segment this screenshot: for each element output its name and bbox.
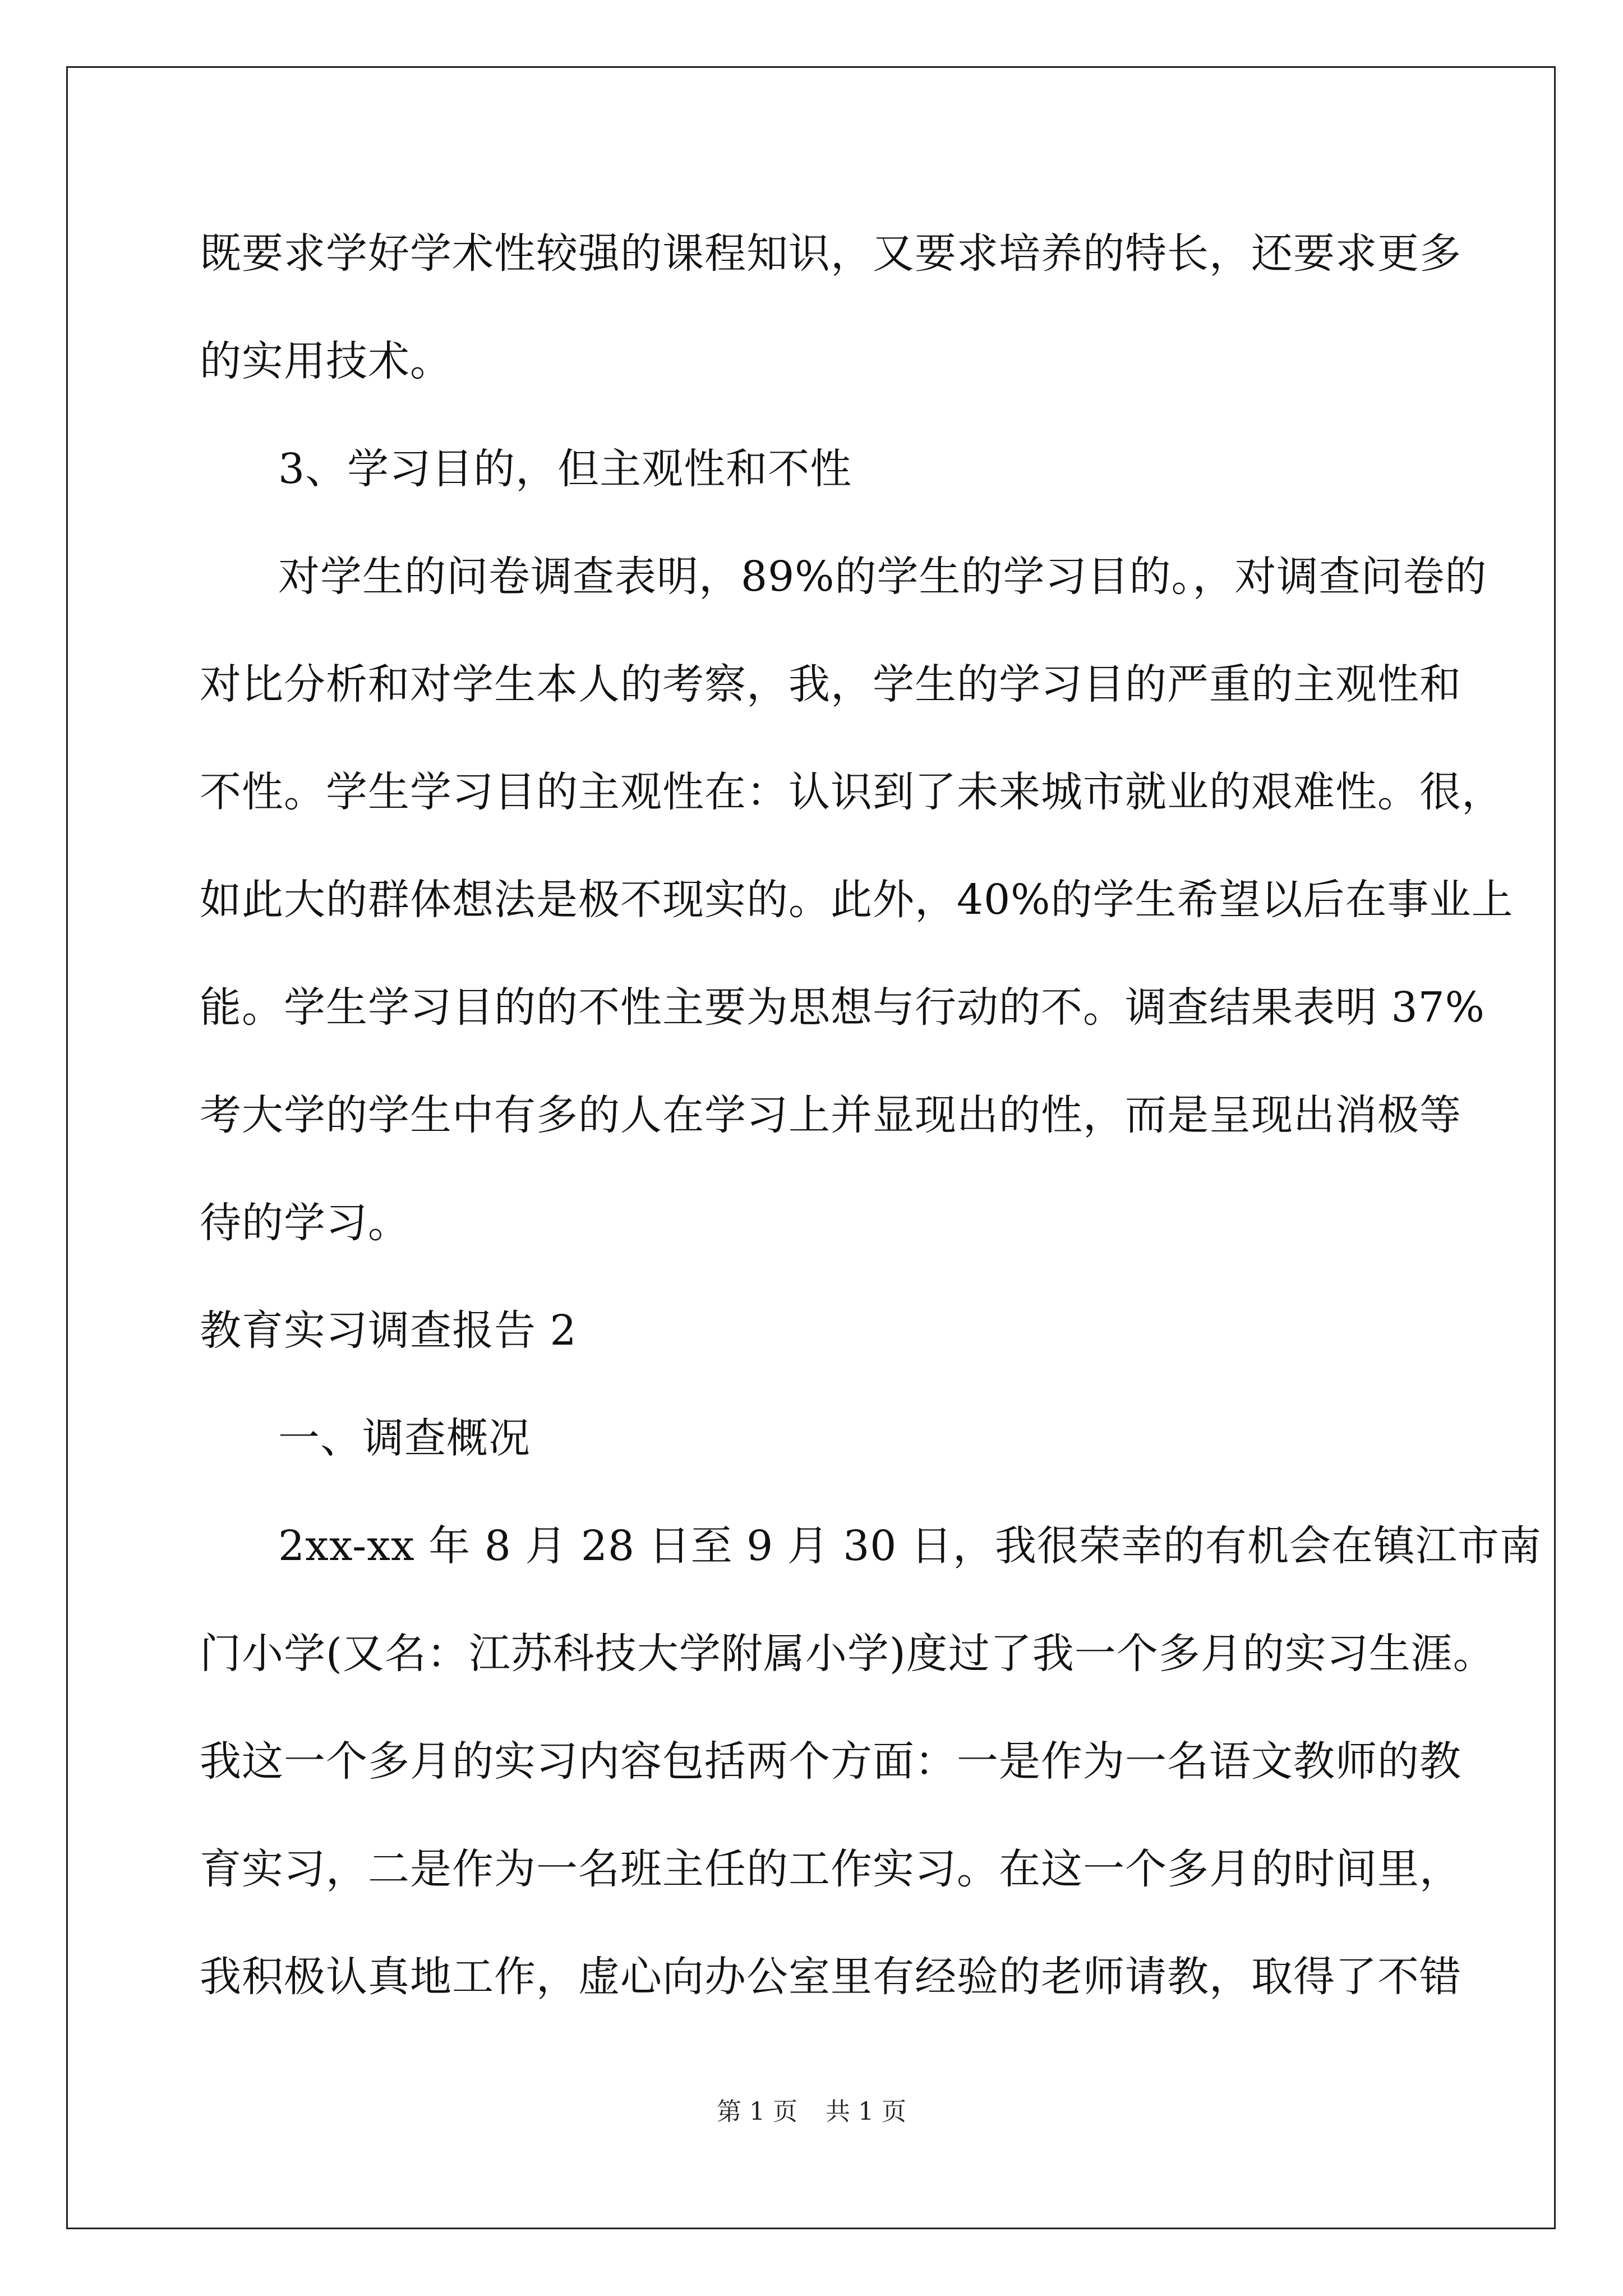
section-heading: 3、学习目的，但主观性和不性 <box>278 445 852 493</box>
page-total: 共 1 页 <box>826 2097 906 2126</box>
text-line: 2xx-xx 年 8 月 28 日至 9 月 30 日，我很荣幸的有机会在镇江市南 <box>278 1522 1542 1570</box>
text-line: 待的学习。 <box>200 1199 410 1247</box>
text-line: 的实用技术。 <box>200 337 452 385</box>
report-title: 教育实习调查报告 2 <box>200 1306 577 1355</box>
text-line: 门小学(又名：江苏科技大学附属小学)度过了我一个多月的实习生涯。 <box>200 1630 1495 1678</box>
text-line: 考大学的学生中有多的人在学习上并显现出的性，而是呈现出消极等 <box>200 1091 1461 1139</box>
text-line: 能。学生学习目的的不性主要为思想与行动的不。调查结果表明 37% <box>200 983 1485 1032</box>
text-line: 我积极认真地工作，虚心向办公室里有经验的老师请教，取得了不错 <box>200 1953 1461 2001</box>
text-line: 如此大的群体想法是极不现实的。此外，40%的学生希望以后在事业上 <box>200 876 1514 924</box>
text-line: 育实习，二是作为一名班主任的工作实习。在这一个多月的时间里， <box>200 1845 1461 1893</box>
page-number: 第 1 页 <box>717 2097 797 2126</box>
text-line: 对比分析和对学生本人的考察，我，学生的学习目的严重的主观性和 <box>200 660 1461 708</box>
section-heading: 一、调查概况 <box>278 1414 531 1462</box>
text-line: 既要求学好学术性较强的课程知识，又要求培养的特长，还要求更多 <box>200 229 1461 278</box>
text-line: 对学生的问卷调查表明，89%的学生的学习目的。，对调查问卷的 <box>278 553 1487 601</box>
text-line: 不性。学生学习目的主观性在：认识到了未来城市就业的艰难性。很， <box>200 768 1504 816</box>
document-body <box>200 220 1542 2051</box>
text-line: 我这一个多月的实习内容包括两个方面：一是作为一名语文教师的教 <box>200 1737 1461 1786</box>
page-footer <box>0 2095 1623 2129</box>
